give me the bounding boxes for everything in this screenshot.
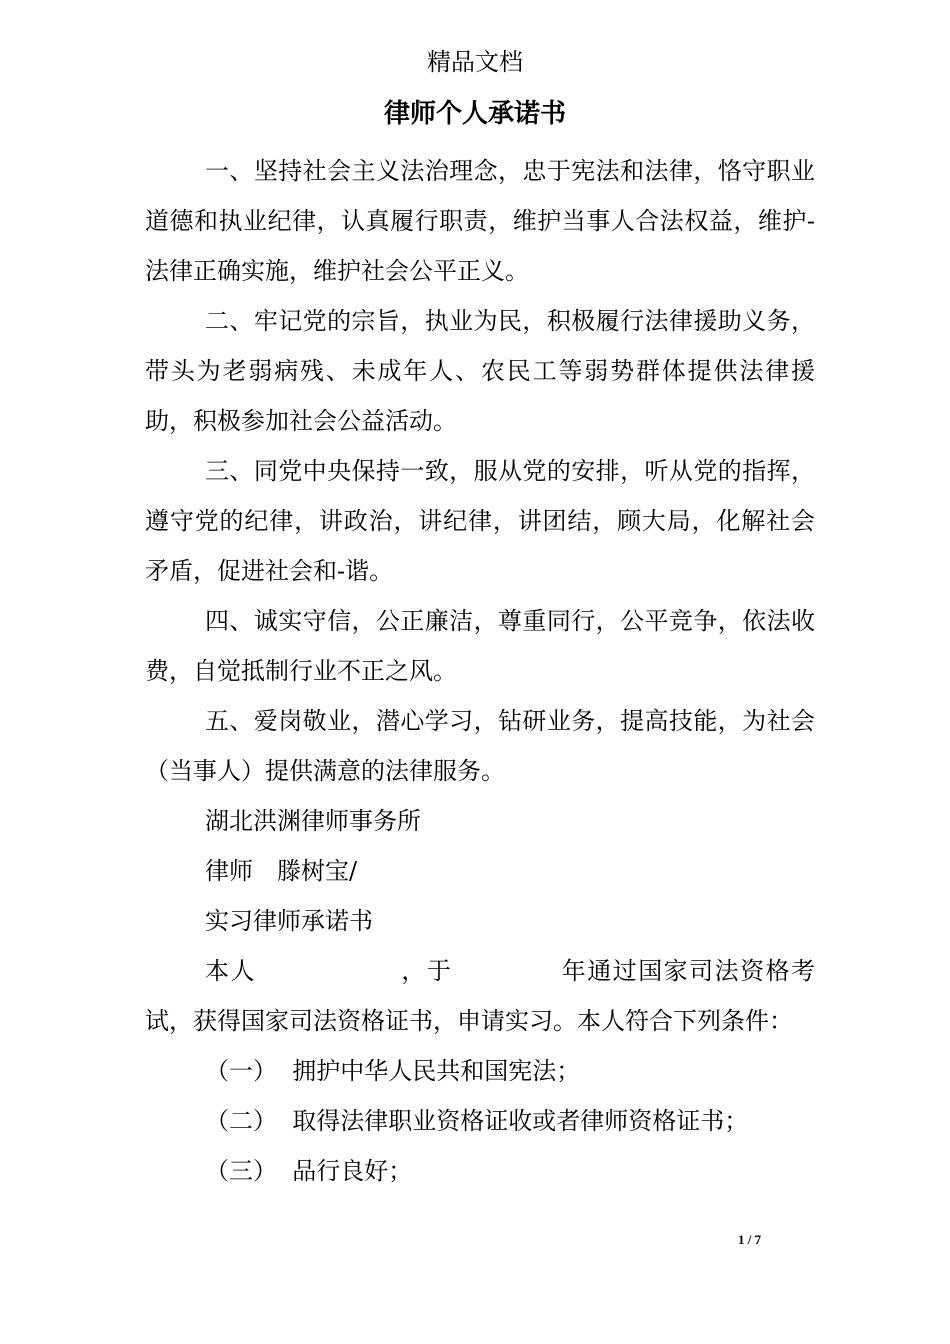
paragraph-2: 二、牢记党的宗旨，执业为民，积极履行法律援助义务，带头为老弱病残、未成年人、农民工等弱势群体提供法律援助，积极参加社会公益活动。 — [145, 307, 815, 435]
page-number: 1 / 7 — [738, 1232, 762, 1247]
paragraph-3: 三、同党中央保持一致，服从党的安排，听从党的指挥，遵守党的纪律，讲政治，讲纪律，讲团结，顾大局，化解社会矛盾，促进社会和-谐。 — [145, 457, 815, 585]
firm-name: 湖北洪渊律师事务所 — [205, 807, 421, 835]
paragraph-4: 四、诚实守信，公正廉洁，尊重同行，公平竞争，依法收费，自觉抵制行业不正之风。 — [145, 607, 815, 685]
lawyer-name: 律师 滕树宝/ — [205, 857, 358, 885]
document-title: 律师个人承诺书 — [383, 99, 566, 129]
document-body — [145, 146, 815, 1196]
document-header: 精品文档 — [427, 48, 523, 76]
condition-3: （三） 品行良好； — [205, 1157, 413, 1185]
condition-2: （二） 取得法律职业资格证收或者律师资格证书； — [205, 1107, 749, 1135]
declaration-paragraph — [145, 946, 815, 1046]
paragraph-1: 一、坚持社会主义法治理念，忠于宪法和法律，恪守职业道德和执业纪律，认真履行职责，维护当事人合法权益，维护-法律正确实施，维护社会公平正义。 — [145, 157, 815, 285]
condition-1: （一） 拥护中华人民共和国宪法； — [205, 1057, 581, 1085]
paragraph-5: 五、爱岗敬业，潜心学习，钻研业务，提高技能，为社会（当事人）提供满意的法律服务。 — [145, 707, 815, 785]
section-subtitle: 实习律师承诺书 — [205, 907, 373, 935]
declaration-part-3: 年通过国家司法资格考试，获得国家司法资格证书，申请实习。本人符合下列条件： — [145, 957, 816, 1035]
declaration-part-1: 本人 — [205, 957, 256, 985]
declaration-part-2: ，于 — [399, 957, 453, 985]
